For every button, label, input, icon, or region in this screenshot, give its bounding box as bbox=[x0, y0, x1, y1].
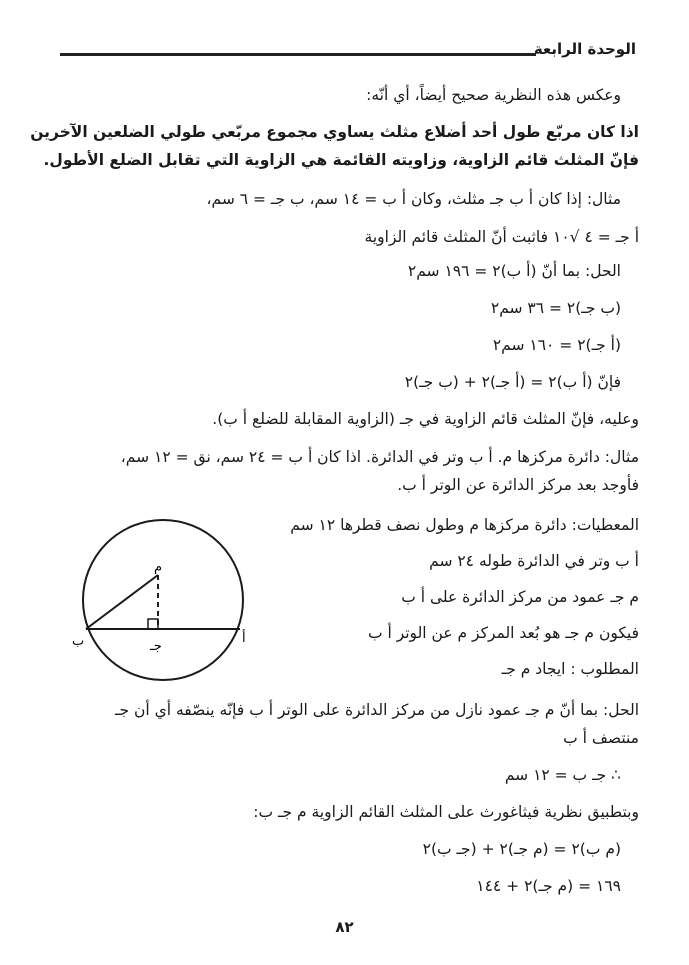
converse-intro: وعكس هذه النظرية صحيح أيضاً، أي أنّه: bbox=[366, 86, 621, 104]
solution2-line-6: ١٦٩ = (م جـ)٢ + ١٤٤ bbox=[476, 877, 621, 895]
label-m: م bbox=[154, 560, 163, 575]
header-rule bbox=[60, 53, 536, 56]
radius-mb bbox=[86, 575, 158, 629]
solution1-conclusion: وعليه، فإنّ المثلث قائم الزاوية في جـ (الزاوية المقابلة للضلع أ ب). bbox=[212, 410, 639, 428]
page-header bbox=[60, 40, 636, 64]
label-c: جـ bbox=[150, 639, 162, 654]
givens-line-2: أ ب وتر في الدائرة طوله ٢٤ سم bbox=[429, 552, 639, 570]
required-line: المطلوب : ايجاد م جـ bbox=[501, 660, 639, 678]
circle-outline bbox=[83, 520, 243, 680]
label-a: أ bbox=[242, 631, 246, 646]
solution1-line-4: فإنّ (أ ب)٢ = (أ جـ)٢ + (ب جـ)٢ bbox=[404, 373, 621, 391]
example1-line-1: مثال: إذا كان أ ب جـ مثلث، وكان أ ب = ١٤ سم، ب جـ = ٦ سم، bbox=[206, 190, 621, 208]
example2-line-1: مثال: دائرة مركزها م. أ ب وتر في الدائرة. اذا كان أ ب = ٢٤ سم، نق = ١٢ سم، bbox=[120, 448, 639, 466]
solution2-line-5: (م ب)٢ = (م جـ)٢ + (جـ ب)٢ bbox=[422, 840, 621, 858]
solution1-line-3: (أ جـ)٢ = ١٦٠ سم٢ bbox=[492, 336, 621, 354]
converse-statement-line-2: فإنّ المثلث قائم الزاوية، وزاويته القائمة هي الزاوية التي تقابل الضلع الأطول. bbox=[43, 151, 639, 169]
circle-chord-diagram bbox=[68, 505, 258, 695]
solution1-line-1: الحل: بما أنّ (أ ب)٢ = ١٩٦ سم٢ bbox=[407, 262, 621, 280]
label-b: ب bbox=[72, 634, 85, 649]
givens-line-1: المعطيات: دائرة مركزها م وطول نصف قطرها ١٢ سم bbox=[290, 516, 639, 534]
solution1-line-2: (ب جـ)٢ = ٣٦ سم٢ bbox=[490, 299, 621, 317]
page-number: ٨٢ bbox=[335, 918, 354, 936]
solution2-line-2: منتصف أ ب bbox=[563, 729, 639, 747]
solution2-line-1: الحل: بما أنّ م جـ عمود نازل من مركز الدائرة على الوتر أ ب فإنّه ينصّفه أي أن جـ bbox=[114, 701, 639, 719]
solution2-line-4: وبتطبيق نظرية فيثاغورث على المثلث القائم الزاوية م جـ ب: bbox=[253, 803, 639, 821]
example1-line-2: أ جـ = ٤ √١٠ فاثبت أنّ المثلث قائم الزاوية bbox=[364, 228, 639, 246]
example2-line-2: فأوجد بعد مركز الدائرة عن الوتر أ ب. bbox=[397, 476, 639, 494]
unit-title: الوحدة الرابعة bbox=[533, 40, 636, 58]
givens-line-4: فيكون م جـ هو بُعد المركز م عن الوتر أ ب bbox=[367, 624, 639, 642]
givens-line-3: م جـ عمود من مركز الدائرة على أ ب bbox=[401, 588, 639, 606]
right-angle-mark bbox=[148, 619, 158, 629]
converse-statement-line-1: اذا كان مربّع طول أحد أضلاع مثلث يساوي مجموع مربّعي طولي الضلعين الآخرين bbox=[30, 123, 639, 141]
solution2-line-3: ∴ جـ ب = ١٢ سم bbox=[504, 766, 621, 784]
